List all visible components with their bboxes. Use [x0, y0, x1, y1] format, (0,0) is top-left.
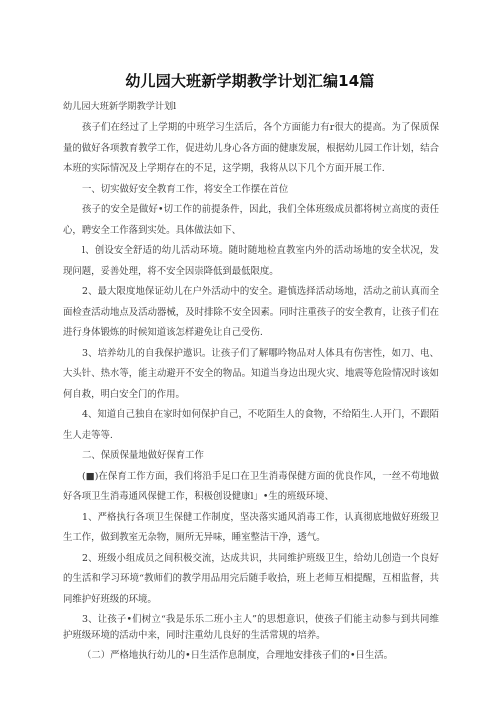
paragraph: 2、班级小组成员之间积极交流，达成共识，共同维护班级卫生，给幼儿创造一个良好的生活和学习环境“教师们的教学用品用完后随手收拾，班上老师互相提醒，互相监督，共同维护好班级的环境。: [63, 552, 439, 605]
section-heading: 二、保质保量地做好保育工作: [82, 450, 204, 461]
paragraph: 2、最大限度地保证幼儿在户外活动中的安全。避慎选择活动场地，活动之前认真而全面检查活动地点及活动器械，及时排除不安全因素。同时注重孩子的安全教育，让孩子们在进行身体锻炼的时候知道该怎样避免让自己受伤.: [63, 286, 439, 338]
paragraph: 3、培养幼儿的自我保护遨识。让孩子们了解哪吟物品对人体具有伤害性，如刀、电、大头针、热水等，能主动避开不安全的物品。知道当身边出现火灾、地震等危险情况时该如何自救，明白安全门的作用。: [63, 347, 439, 400]
section-heading: 一、切实做好安全教育工作，将安全工作摆在首位: [82, 183, 289, 195]
paragraph: （二）严格地执行幼儿的•日生活作息制度，合理地安排孩子们的•日生活。: [82, 650, 394, 661]
paragraph: l、创设安全舒适的幼儿活动环境。随时随地检直教室内外的活动场地的安全状况，发现问题，妥善处理，将不安全因崇降低到最低限度。: [63, 245, 439, 277]
paragraph: (■)在保育工作方面，我们将沿手足口在卫生消毒保健方面的优良作风，一丝不苟地做好各项卫生消毒通风保健工作，积极创设健康l」•生的班级环境、: [63, 470, 439, 502]
paragraph: 1、严格执行各项卫生保健工作制度，坚决落实通风消毒工作，认真彻底地做好班级卫生工作，做到教室无杂物，厕所无异味，睡室整洁干净，透气。: [63, 511, 439, 543]
document-subtitle: 幼儿园大班新学期教学计划l: [63, 101, 177, 112]
paragraph: 孩子们在经过了上学期的中班学习生活后，各个方面能力有r很大的提高。为了保质保量的做好各项教育教学工作，促进幼儿身心各方面的健康发展，根据幼儿园工作计划，结合本班的实际情况及上学期存在的不足，这学期，我将从以下几个方面开展工作.: [63, 122, 439, 174]
document-title: 幼儿园大班新学期教学计划汇编14篇: [125, 72, 375, 90]
document-body: [63, 118, 439, 667]
paragraph: 3、让孩子•们树立“我是乐乐二班小主人”的思想意识，使孩子们能主动参与到共同维护班级环境的活动中来，同时注重幼儿良好的生活常规的培养。: [63, 614, 439, 641]
paragraph: 4、知道自己独自在家时如何保护自己，不吃陌生人的食物，不给陌生.人开门，不跟陌生人走等等.: [63, 409, 439, 441]
paragraph: 孩子的安全是做好•切工作的前提条件，因此，我们全体班级成员都将树立高度的责任心，聘安全工作落到实处。具体做法如下、: [63, 204, 439, 236]
